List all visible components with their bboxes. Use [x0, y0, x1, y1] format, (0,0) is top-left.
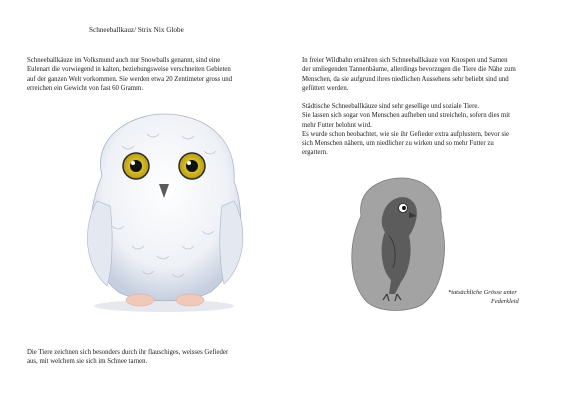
- wild-diet-paragraph: [302, 56, 560, 93]
- text-line: ergattern.: [302, 149, 328, 157]
- text-line: Schneeballkäuze im Volksmund auch nur Snowballs genannt, sind eine: [27, 57, 221, 64]
- text-line: mehr Futter belohnt wird.: [302, 121, 372, 129]
- text-line: aus, mit welchem sie sich im Schnee tarnen.: [27, 358, 148, 366]
- page-title: Schneeballkauz/ Strix Nix Globe: [89, 26, 184, 34]
- owl-left-wing: [87, 201, 112, 286]
- owl-silhouette-illustration: [343, 176, 455, 316]
- city-behavior-paragraph: [302, 102, 560, 158]
- text-line: Sie lassen sich sogar von Menschen aufheben und streicheln, sofern dies mit: [302, 112, 511, 120]
- right-page: [283, 0, 566, 400]
- text-line: Städtische Schneeballkäuze sind sehr gesellige und soziale Tiere.: [302, 103, 480, 110]
- owl-right-wing: [220, 201, 243, 284]
- text-line: Die Tiere zeichnen sich besonders durch ihr flauschiges, weisses Gefieder: [27, 349, 229, 356]
- owl-shadow: [94, 300, 234, 312]
- text-line: auf der ganzen Welt vorkommen. Sie werden etwa 20 Zentimeter gross und: [27, 75, 233, 83]
- intro-paragraph: [27, 56, 273, 93]
- text-line: der umliegenden Tannenbäume, allerdings bevorzugen die Tiere die Nähe zum: [302, 66, 516, 74]
- text-line: gefüttert werden.: [302, 84, 349, 92]
- size-caption: [448, 288, 558, 306]
- caption-line: *tatsächliche Grösse unter: [448, 289, 517, 296]
- feathers-paragraph: [27, 348, 277, 367]
- text-line: Menschen, da sie aufgrund ihres niedlichen Aussehens sehr beliebt sind und: [302, 75, 509, 83]
- text-line: Eulenart die vorwiegend in kalten, beziehungsweise verschneiten Gebieten: [27, 66, 231, 74]
- owl-body: [91, 114, 241, 301]
- text-line: Es wurde schon beobachtet, wie sie ihr Gefieder extra aufplustern, bevor sie: [302, 130, 510, 138]
- text-line: sich Menschen nähern, um niedlicher zu wirken und so mehr Futter zu: [302, 140, 494, 148]
- text-line: In freier Wildbahn ernähren sich Schneeballkäuze von Knospen und Samen: [302, 57, 508, 64]
- text-line: erreichen ein Gewicht von fast 60 Gramm.: [27, 84, 144, 92]
- snowball-owl-illustration: [52, 106, 272, 316]
- caption-line: Federkleid: [491, 298, 519, 305]
